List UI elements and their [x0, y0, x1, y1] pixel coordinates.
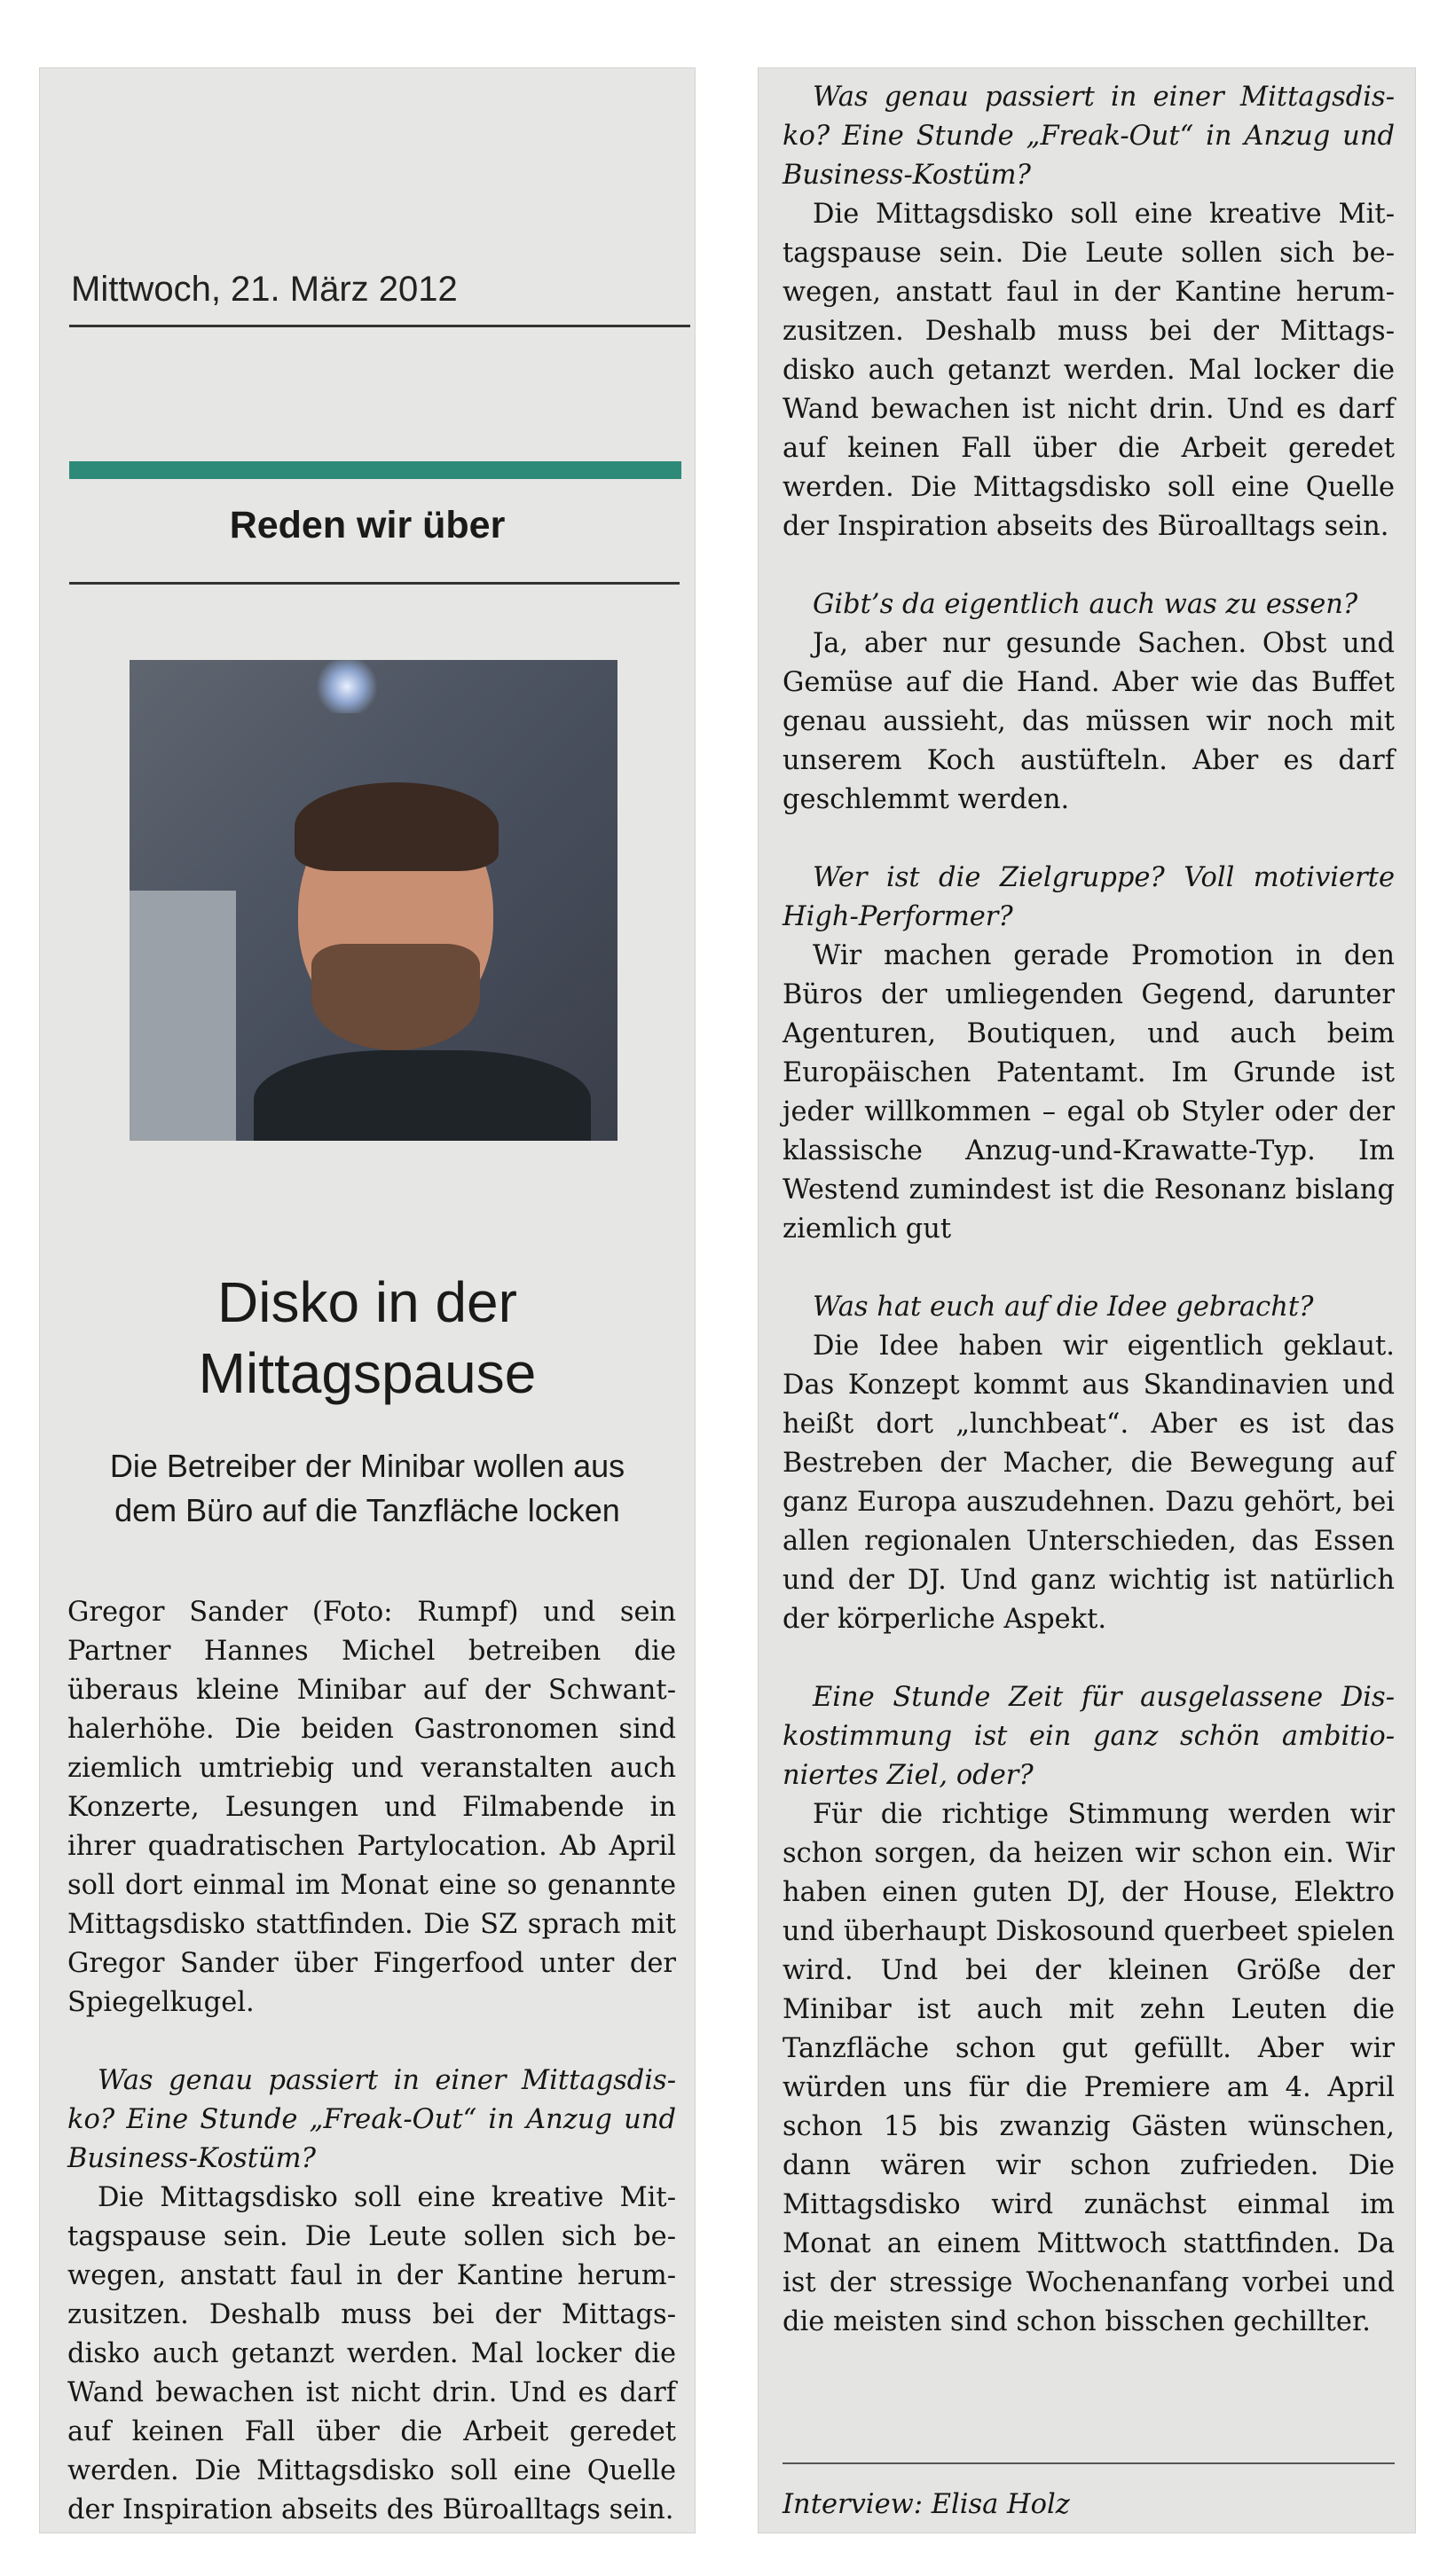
answer-3: Wir machen gerade Promotion in den Büros der umliegenden Gegend, darunter Agenturen, Boutiquen, und auch beim Europäischen Patentamt. Im Grunde ist jeder willkommen – egal ob Styler oder der klassische Anzug-und-Krawatte-Typ. Im Westend zumindest ist die Resonanz bislang ziemlich gut — [783, 940, 1395, 1245]
newspaper-clipping-left — [39, 67, 696, 2533]
answer-5: Für die richtige Stimmung werden wir schon sorgen, da heizen wir schon ein. Wir haben einen guten DJ, der House, Elektro und überhaupt Diskosound querbeet spielen wird. Und bei der kleinen Größe der Minibar ist auch mit zehn Leuten die Tanzfläche schon gut gefüllt. Aber wir würden uns für die Premiere am 4. April schon 15 bis zwanzig Gästen wünschen, dann wären wir schon zufrieden. Die Mittagsdisko wird zunächst einmal im Monat an einem Mittwoch stattfinden. Da ist der stressige Wochenanfang vorbei und die meisten sind schon bisschen gechillter. — [783, 1799, 1395, 2337]
answer-1-right: Die Mittagsdisko soll eine kreative Mittagspause sein. Die Leute sollen sich bewegen, anstatt faul in der Kantine herumzusitzen. Deshalb muss bei der Mittagsdisko auch getanzt werden. Mal locker die Wand bewachen ist nicht drin. Und es darf auf keinen Fall über die Arbeit geredet werden. Die Mittagsdisko soll eine Quelle der Inspiration abseits des Büroalltags sein. — [783, 199, 1395, 542]
subhead-line-2: dem Büro auf die Tanzfläche locken — [114, 1492, 620, 1528]
right-article-body — [783, 78, 1395, 2342]
intro-paragraph: Gregor Sander (Foto: Rumpf) und sein Partner Hannes Michel betreiben die überaus kleine Minibar auf der Schwanthalerhöhe. Die beiden Gastronomen sind ziemlich umtriebig und veranstalten auch Konzerte, Lesungen und Filmabende in ihrer quadratischen Partylocation. Ab April soll dort einmal im Monat eine so genannte Mittagsdisko stattfinden. Die SZ sprach mit Gregor Sander über Fingerfood unter der Spiegelkugel. — [67, 1597, 676, 2018]
answer-1-left: Die Mittagsdisko soll eine kreative Mittagspause sein. Die Leute sollen sich bewegen, anstatt faul in der Kantine herumzusitzen. Deshalb muss bei der Mittagsdisko auch getanzt werden. Mal locker die Wand bewachen ist nicht drin. Und es darf auf keinen Fall über die Arbeit geredet werden. Die Mittagsdisko soll eine Quelle der Inspiration abseits des Büroalltags sein. — [67, 2182, 676, 2525]
article-headline — [39, 1267, 696, 1409]
portrait-photo — [130, 660, 617, 1141]
date-rule — [69, 325, 690, 327]
credit-rule — [783, 2462, 1395, 2464]
left-article-body — [67, 1593, 676, 2530]
photo-jacket — [254, 1050, 591, 1141]
section-color-bar — [69, 461, 681, 479]
question-5: Eine Stunde Zeit für ausgelassene Diskostimmung ist ein ganz schön ambitioniertes Ziel, oder? — [783, 1682, 1395, 1791]
publication-date: Mittwoch, 21. März 2012 — [71, 270, 458, 309]
headline-line-1: Disko in der — [217, 1270, 517, 1334]
article-subheadline — [39, 1444, 696, 1533]
question-1-right: Was genau passiert in einer Mittagsdisko? Eine Stunde „Freak-Out“ in Anzug und Business-Kostüm? — [783, 82, 1395, 191]
section-title: Reden wir über — [229, 504, 506, 546]
headline-line-2: Mittagspause — [198, 1341, 537, 1405]
photo-beard — [311, 944, 480, 1050]
answer-2: Ja, aber nur gesunde Sachen. Obst und Gemüse auf die Hand. Aber wie das Buffet genau aussieht, das müssen wir noch mit unserem Koch austüfteln. Aber es darf geschlemmt werden. — [783, 628, 1395, 815]
section-rule — [69, 582, 680, 585]
answer-4: Die Idee haben wir eigentlich geklaut. Das Konzept kommt aus Skandinavien und heißt dort „lunchbeat“. Aber es ist das Bestreben der Macher, die Bewegung auf ganz Europa auszudehnen. Dazu gehört, bei allen regionalen Unterschieden, das Essen und der DJ. Und ganz wichtig ist natürlich der körperliche Aspekt. — [783, 1331, 1395, 1635]
disco-light — [316, 660, 378, 713]
photo-hair — [295, 782, 499, 871]
question-4: Was hat euch auf die Idee gebracht? — [813, 1292, 1314, 1323]
question-1-left: Was genau passiert in einer Mittagsdisko? Eine Stunde „Freak-Out“ in Anzug und Business-Kostüm? — [67, 2065, 676, 2174]
subhead-line-1: Die Betreiber der Minibar wollen aus — [109, 1448, 625, 1484]
question-2: Gibt’s da eigentlich auch was zu essen? — [813, 589, 1358, 620]
photo-wall — [130, 891, 236, 1141]
newspaper-clipping-right — [758, 67, 1416, 2533]
question-3: Wer ist die Zielgruppe? Voll motivierte High-Performer? — [783, 862, 1395, 932]
interview-credit: Interview: Elisa Holz — [783, 2489, 1070, 2520]
